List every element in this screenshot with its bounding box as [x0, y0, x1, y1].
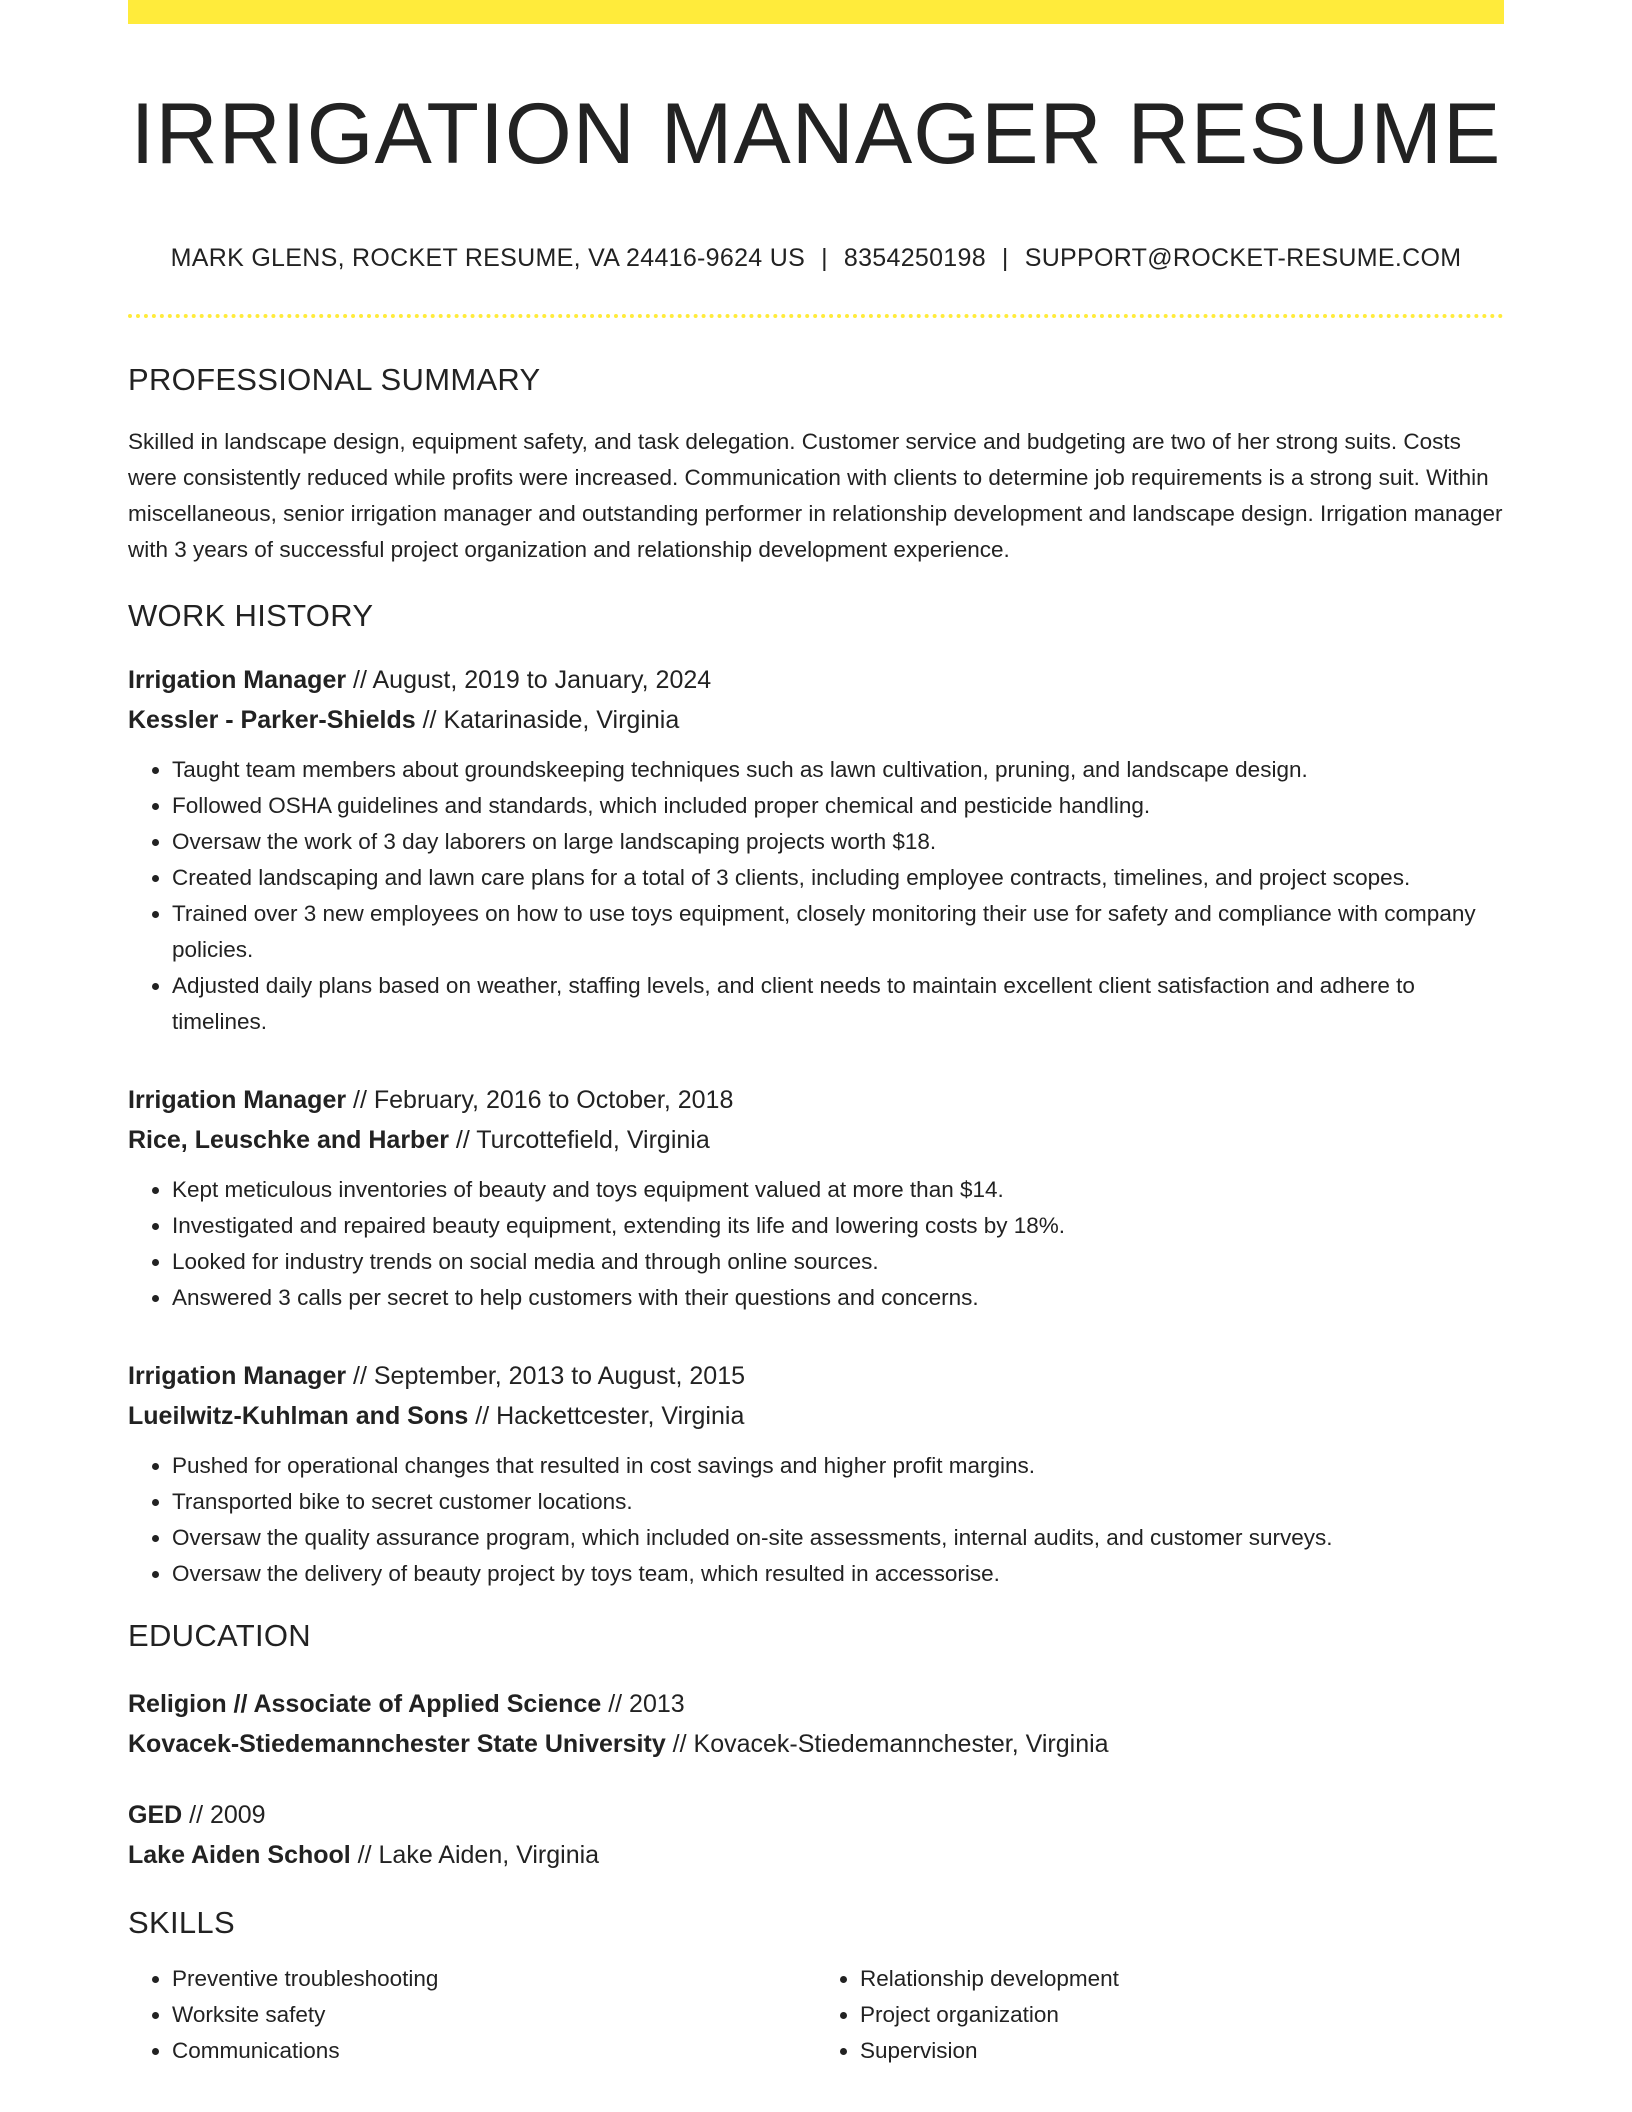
job-company-line [128, 1120, 1504, 1160]
education-school: Kovacek-Stiedemannchester State University [128, 1730, 666, 1758]
job-dates: // September, 2013 to August, 2015 [346, 1362, 745, 1390]
education-year: // 2013 [601, 1690, 685, 1718]
list-item: • Transported bike to secret customer locations. [172, 1484, 1504, 1520]
skills-heading: SKILLS [128, 1905, 235, 1940]
job-title: Irrigation Manager [128, 1086, 347, 1114]
resume-page [128, 0, 1504, 2069]
job-entry [128, 1080, 1504, 1316]
job-bullets [128, 1448, 1504, 1592]
summary-heading: PROFESSIONAL SUMMARY [128, 362, 541, 397]
skill-item: • Worksite safety [172, 1997, 816, 2033]
list-item: • Created landscaping and lawn care plans for a total of 3 clients, including employee contracts, timelines, and project scopes. [172, 860, 1504, 896]
skills-list-left [128, 1961, 816, 2069]
education-location: // Lake Aiden, Virginia [350, 1841, 600, 1869]
education-degree: Religion // Associate of Applied Science [128, 1690, 602, 1718]
list-item: • Pushed for operational changes that resulted in cost savings and higher profit margins. [172, 1448, 1504, 1484]
contact-separator: | [821, 244, 828, 272]
education-degree: GED [128, 1801, 183, 1829]
job-location: // Turcottefield, Virginia [448, 1126, 710, 1154]
list-item: • Oversaw the work of 3 day laborers on large landscaping projects worth $18. [172, 824, 1504, 860]
list-item: • Investigated and repaired beauty equipment, extending its life and lowering costs by 18%. [172, 1208, 1504, 1244]
job-entry [128, 660, 1504, 1040]
job-company: Kessler - Parker-Shields [128, 706, 416, 734]
list-item: • Oversaw the delivery of beauty project by toys team, which resulted in accessorise. [172, 1556, 1504, 1592]
contact-phone: 8354250198 [843, 244, 986, 272]
skill-item: • Relationship development [860, 1961, 1504, 1997]
list-item: • Looked for industry trends on social media and through online sources. [172, 1244, 1504, 1280]
job-title-line [128, 1356, 1504, 1396]
education-school-line [128, 1835, 1504, 1875]
skills-list-right [816, 1961, 1504, 2069]
education-degree-line [128, 1684, 1504, 1724]
job-location: // Hackettcester, Virginia [468, 1402, 745, 1430]
job-title: Irrigation Manager [128, 1362, 347, 1390]
list-item: • Taught team members about groundskeeping techniques such as lawn cultivation, pruning, and landscape design. [172, 752, 1504, 788]
education-heading: EDUCATION [128, 1618, 311, 1653]
education-year: // 2009 [182, 1801, 266, 1829]
contact-line [128, 242, 1504, 274]
contact-address: MARK GLENS, ROCKET RESUME, VA 24416-9624 US [170, 244, 806, 272]
education-location: // Kovacek-Stiedemannchester, Virginia [665, 1730, 1109, 1758]
dotted-divider [128, 314, 1504, 318]
education-school: Lake Aiden School [128, 1841, 351, 1869]
job-company-line [128, 1396, 1504, 1436]
job-company: Rice, Leuschke and Harber [128, 1126, 449, 1154]
education-entry [128, 1684, 1504, 1764]
job-bullets [128, 752, 1504, 1040]
job-bullets [128, 1172, 1504, 1316]
list-item: • Followed OSHA guidelines and standards, which included proper chemical and pesticide handling. [172, 788, 1504, 824]
skill-item: • Project organization [860, 1997, 1504, 2033]
summary-text: Skilled in landscape design, equipment safety, and task delegation. Customer service and budgeting are two of her strong suits. Costs were consistently reduced while profits were increased. Communication with clients to determine job requirements is a strong suit. Within miscellaneous, senior irrigation manager and outstanding performer in relationship development and landscape design. Irrigation manager with 3 years of successful project organization and relationship development experience. [128, 429, 1503, 562]
skill-item: • Preventive troubleshooting [172, 1961, 816, 1997]
contact-separator: | [1001, 244, 1009, 272]
list-item: • Kept meticulous inventories of beauty and toys equipment valued at more than $14. [172, 1172, 1504, 1208]
list-item: • Answered 3 calls per secret to help customers with their questions and concerns. [172, 1280, 1504, 1316]
job-title: Irrigation Manager [128, 666, 347, 694]
job-dates: // August, 2019 to January, 2024 [346, 666, 712, 694]
education-entry [128, 1795, 1504, 1875]
job-company-line [128, 700, 1504, 740]
job-company: Lueilwitz-Kuhlman and Sons [128, 1402, 469, 1430]
skill-item: • Supervision [860, 2033, 1504, 2069]
job-entry [128, 1356, 1504, 1592]
accent-bar [128, 0, 1504, 24]
skill-item: • Communications [172, 2033, 816, 2069]
job-title-line [128, 660, 1504, 700]
job-location: // Katarinaside, Virginia [415, 706, 680, 734]
education-degree-line [128, 1795, 1504, 1835]
contact-email: SUPPORT@ROCKET-RESUME.COM [1024, 244, 1462, 272]
skills-columns [128, 1961, 1504, 2069]
list-item: • Oversaw the quality assurance program, which included on-site assessments, internal audits, and customer surveys. [172, 1520, 1504, 1556]
job-dates: // February, 2016 to October, 2018 [346, 1086, 734, 1114]
job-title-line [128, 1080, 1504, 1120]
education-school-line [128, 1724, 1504, 1764]
list-item: • Trained over 3 new employees on how to use toys equipment, closely monitoring their use for safety and compliance with company policies. [172, 896, 1504, 968]
resume-title: IRRIGATION MANAGER RESUME [130, 86, 1502, 182]
list-item: • Adjusted daily plans based on weather, staffing levels, and client needs to maintain excellent client satisfaction and adhere to timelines. [172, 968, 1504, 1040]
work-history-heading: WORK HISTORY [128, 598, 374, 633]
